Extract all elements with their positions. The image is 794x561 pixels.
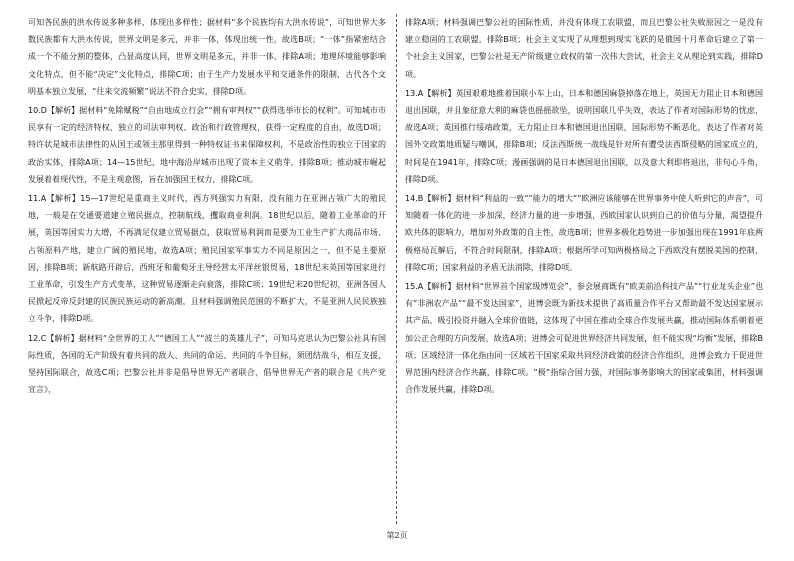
column-divider [396,14,397,524]
right-paragraph-2: 13.A【解析】英国艰难地推着国联小车上山，日本和德国麻袋掉落在地上，英国无力阻止日本和德国退出国联，并且象征意大利的麻袋也摇摇欲坠，说明国联几乎失效，表达了作者对国际形势的忧虑，故选A项；英国推行绥靖政策，无力阻止日本和德国退出国联，国际形势不断恶化，表达了作者对英国外交政策地质疑与嘲讽，排除B项；反法西斯统一战线是针对所有遭受法西斯侵略的国家成立的，时间是在1941年，排除C项；漫画强调的是日本德国退出国联，以及意大利即将退出，非句心斗角，排除D项。 [405,88,763,184]
right-paragraph-3: 14.B【解析】据材料“利益的一致“”能力的增大”“欧洲应该能够在世界事务中使人听到它的声音”，可知随着一体化的进一步加深，经济力量的进一步增强，西欧国家认识到自己的价值与分量，渴望提升欧共体的影响力，增加对外政策的自主性，故选B项；世界多极化趋势进一步加强出现在1991年底两极格局瓦解后，不符合时间限制，排除A项；根据所学可知两极格局之下西欧没有摆脱美国的控制，排除C项；国家利益的矛盾无法消除，排除D项。 [405,194,763,272]
left-paragraph-3: 11.A【解析】15—17世纪是重商主义时代，西方列强实力有限，没有能力在亚洲占领广大的殖民地，一般是在交通要道建立殖民据点，控制航线，攫取商业利润。18世纪以后，随着工业革命的开展，英国等国实力大增，不再满足仅建立贸易据点，获取贸易利润而是要为工业生产扩大商品市场、占领原料产地，建立广阔的殖民地，故选A项；殖民国家军事实力不同是原因之一，但不是主要原因，排除B项；新航路开辟后，西班牙和葡萄牙主导经营太平洋丝银贸易，18世纪末英国等国家进行工业革命，引发生产方式变革，这种贸易逐渐走向衰落，排除C项；19世纪末20世纪初，亚洲各国人民掀起反帝反封建的民族民族运动的新高潮，且材料强调殖民范围的不断扩大，不是亚洲人民民族独立斗争，排除D项。 [28,194,386,324]
left-paragraph-2: 10.D【解析】据材料“免除赋税”“自由地成立行会”“拥有审判权”“获得选举市长的权利”。可知城市市民享有一定的经济特权、独立的司法审判权、政治和行政管理权，获得一定程度的自由，故选D项；特许状是城市法律性的从国王或领主那里得到一种特权证书来保障权利，不是政治性的独立于国家的政治实体，排除A项；14—15世纪，地中海沿岸城市出现了资本主义萌芽，排除B项；推动城市崛起发展着着现代性，不是主观意图，旨在加强国王权力，排除C项。 [28,106,386,184]
right-column [405,14,763,398]
left-paragraph-4: 12.C【解析】据材料“全世界的工人”“德国工人”“波兰的英雄儿子”，可知马克思认为巴黎公社具有国际性质，各国的无产阶级有着共同的敌人、共同的命运、共同的斗争目标，须团结战斗，相互支援，坚持国际联合，故选C项；巴黎公社并非是倡导世界无产者联合，倡导世界无产者的联合是《共产党宣言》， [28,333,386,395]
left-paragraph-1: 可知各民族的洪水传说多种多样，体现出多样性；据材料“多个民族均有大洪水传说”，可知世界大多数民族都有大洪水传说，世界文明是多元，并非一体，体现出统一性，故选B项；“一体”指紧密结合成一个不能分割的整体，凸显高度认同，世界文明是多元，并非一体，排除A项；地理环境能够影响文化特点，但不能“决定”文化特点，排除C项；由于生产力发展水平和交通条件的限制，古代各个文明基本独立发展，“往来交流频繁”说法不符合史实，排除D项。 [28,18,386,96]
page-number: 第2页 [386,531,408,540]
right-paragraph-4: 15.A【解析】据材料“世界首个国家级博览会”，参会展商既有“欧美前沿科技产品”“行业龙头企业”也有“非洲农产品”“最不发达国家”，进博会既为新技术提供了高质量合作平台又帮助最不发达国家展示其产品、吸引投资并融入全球价值链，这体现了中国在推动全球合作发展共赢，推动国际体系朝着更加公正合理的方向发展，故选A项；进博会可促进世界经济共同发展，但不能实现“均衡”发展，排除B项；区域经济一体化指由同一区域若干国家采取共同经济政策的经济合作组织，进博会致力于促进世界范围内经济合作共赢，排除C项。“极”指综合国力强，对国际事务影响大的国家或集团，材料强调合作发展共赢，排除D项。 [405,282,763,395]
right-paragraph-1: 排除A项；材料强调巴黎公社的国际性质，并没有体现工农联盟，而且巴黎公社失败原因之一是没有建立稳固的工农联盟，排除B项；社会主义实现了从理想到现实飞跃的是俄国十月革命后建立了第一个社会主义国家，巴黎公社是无产阶级建立政权的第一次伟大尝试，社会主义从理论到实践，排除D项。 [405,18,763,79]
left-column [28,14,386,398]
